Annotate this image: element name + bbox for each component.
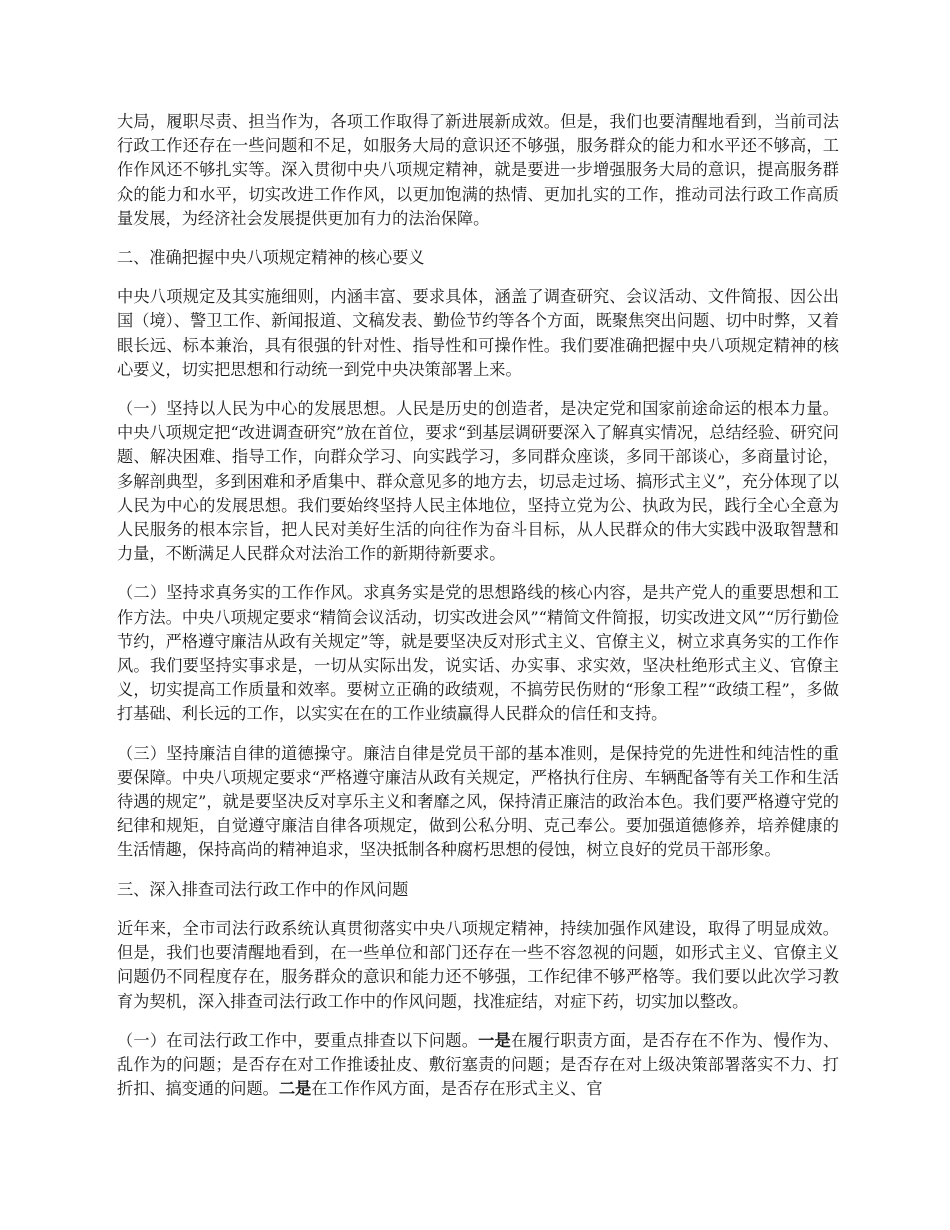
section-heading-2: 二、准确把握中央八项规定精神的核心要义 (117, 248, 425, 268)
checklist-lead: （一）在司法行政工作中，要重点排查以下问题。 (117, 1030, 479, 1050)
paragraph-point-1: （一）坚持以人民为中心的发展思想。人民是历史的创造者，是决定党和国家前途命运的根本力量。中央八项规定把“改进调查研究”放在首位，要求“到基层调研要深入了解真实情况，总结经验、研究问题、解决困难、指导工作，向群众学习、向实践学习，多同群众座谈，多同干部谈心，多商量讨论，多解剖典型，多到困难和矛盾集中、群众意见多的地方去，切忌走过场、搞形式主义”，充分体现了以人民为中心的发展思想。我们要始终坚持人民主体地位，坚持立党为公、执政为民，践行全心全意为人民服务的根本宗旨，把人民对美好生活的向往作为奋斗目标，从人民群众的伟大实践中汲取智慧和力量，不断满足人民群众对法治工作的新期待新要求。 (117, 399, 839, 564)
paragraph-intro: 大局，履职尽责、担当作为，各项工作取得了新进展新成效。但是，我们也要清醒地看到，当前司法行政工作还存在一些问题和不足，如服务大局的意识还不够强，服务群众的能力和水平还不够高，工作作风还不够扎实等。深入贯彻中央八项规定精神，就是要进一步增强服务大局的意识，提高服务群众的能力和水平，切实改进工作作风，以更加饱满的热情、更加扎实的工作，推动司法行政工作高质量发展，为经济社会发展提供更加有力的法治保障。 (117, 112, 839, 228)
paragraph-section-2-intro: 中央八项规定及其实施细则，内涵丰富、要求具体，涵盖了调查研究、会议活动、文件简报、因公出国（境）、警卫工作、新闻报道、文稿发表、勤俭节约等各个方面，既聚焦突出问题、切中时弊，又着眼长远、标本兼治，具有很强的针对性、指导性和可操作性。我们要准确把握中央八项规定精神的核心要义，切实把思想和行动统一到党中央决策部署上来。 (117, 287, 839, 379)
paragraph-issue-checklist (117, 1029, 839, 1102)
checklist-item-2: 在工作作风方面，是否存在形式主义、官 (311, 1079, 603, 1099)
paragraph-point-3: （三）坚持廉洁自律的道德操守。廉洁自律是党员干部的基本准则，是保持党的先进性和纯洁性的重要保障。中央八项规定要求“严格遵守廉洁从政有关规定，严格执行住房、车辆配备等有关工作和生活待遇的规定”，就是要坚决反对享乐主义和奢靡之风，保持清正廉洁的政治本色。我们要严格遵守党的纪律和规矩，自觉遵守廉洁自律各项规定，做到公私分明、克己奉公。要加强道德修养，培养健康的生活情趣，保持高尚的精神追求，坚决抵制各种腐朽思想的侵蚀，树立良好的党员干部形象。 (117, 743, 839, 860)
keyword-second: 二是 (278, 1079, 312, 1099)
document-body (117, 110, 839, 1116)
keyword-first: 一是 (478, 1030, 511, 1050)
paragraph-point-2: （二）坚持求真务实的工作作风。求真务实是党的思想路线的核心内容，是共产党人的重要思想和工作方法。中央八项规定要求“精简会议活动，切实改进会风”“精简文件简报，切实改进文风”“厉行勤俭节约，严格遵守廉洁从政有关规定”等，就是要坚决反对形式主义、官僚主义，树立求真务实的工作作风。我们要坚持实事求是，一切从实际出发，说实话、办实事、求实效，坚决杜绝形式主义、官僚主义，切实提高工作质量和效率。要树立正确的政绩观，不搞劳民伤财的“形象工程”“政绩工程”，多做打基础、利长远的工作，以实实在在的工作业绩赢得人民群众的信任和支持。 (117, 583, 839, 724)
paragraph-section-3-intro: 近年来，全市司法行政系统认真贯彻落实中央八项规定精神，持续加强作风建设，取得了明显成效。但是，我们也要清醒地看到，在一些单位和部门还存在一些不容忽视的问题，如形式主义、官僚主义问题仍不同程度存在，服务群众的意识和能力还不够强，工作纪律不够严格等。我们要以此次学习教育为契机，深入排查司法行政工作中的作风问题，找准症结，对症下药，切实加以整改。 (117, 918, 839, 1011)
checklist-item-1: 在履行职责方面，是否存在不作为、慢作为、乱作为的问题；是否存在对工作推诿扯皮、敷衍塞责的问题；是否存在对上级决策部署落实不力、打折扣、搞变通的问题。 (117, 1030, 840, 1099)
section-heading-3: 三、深入排查司法行政工作中的作风问题 (117, 879, 409, 899)
